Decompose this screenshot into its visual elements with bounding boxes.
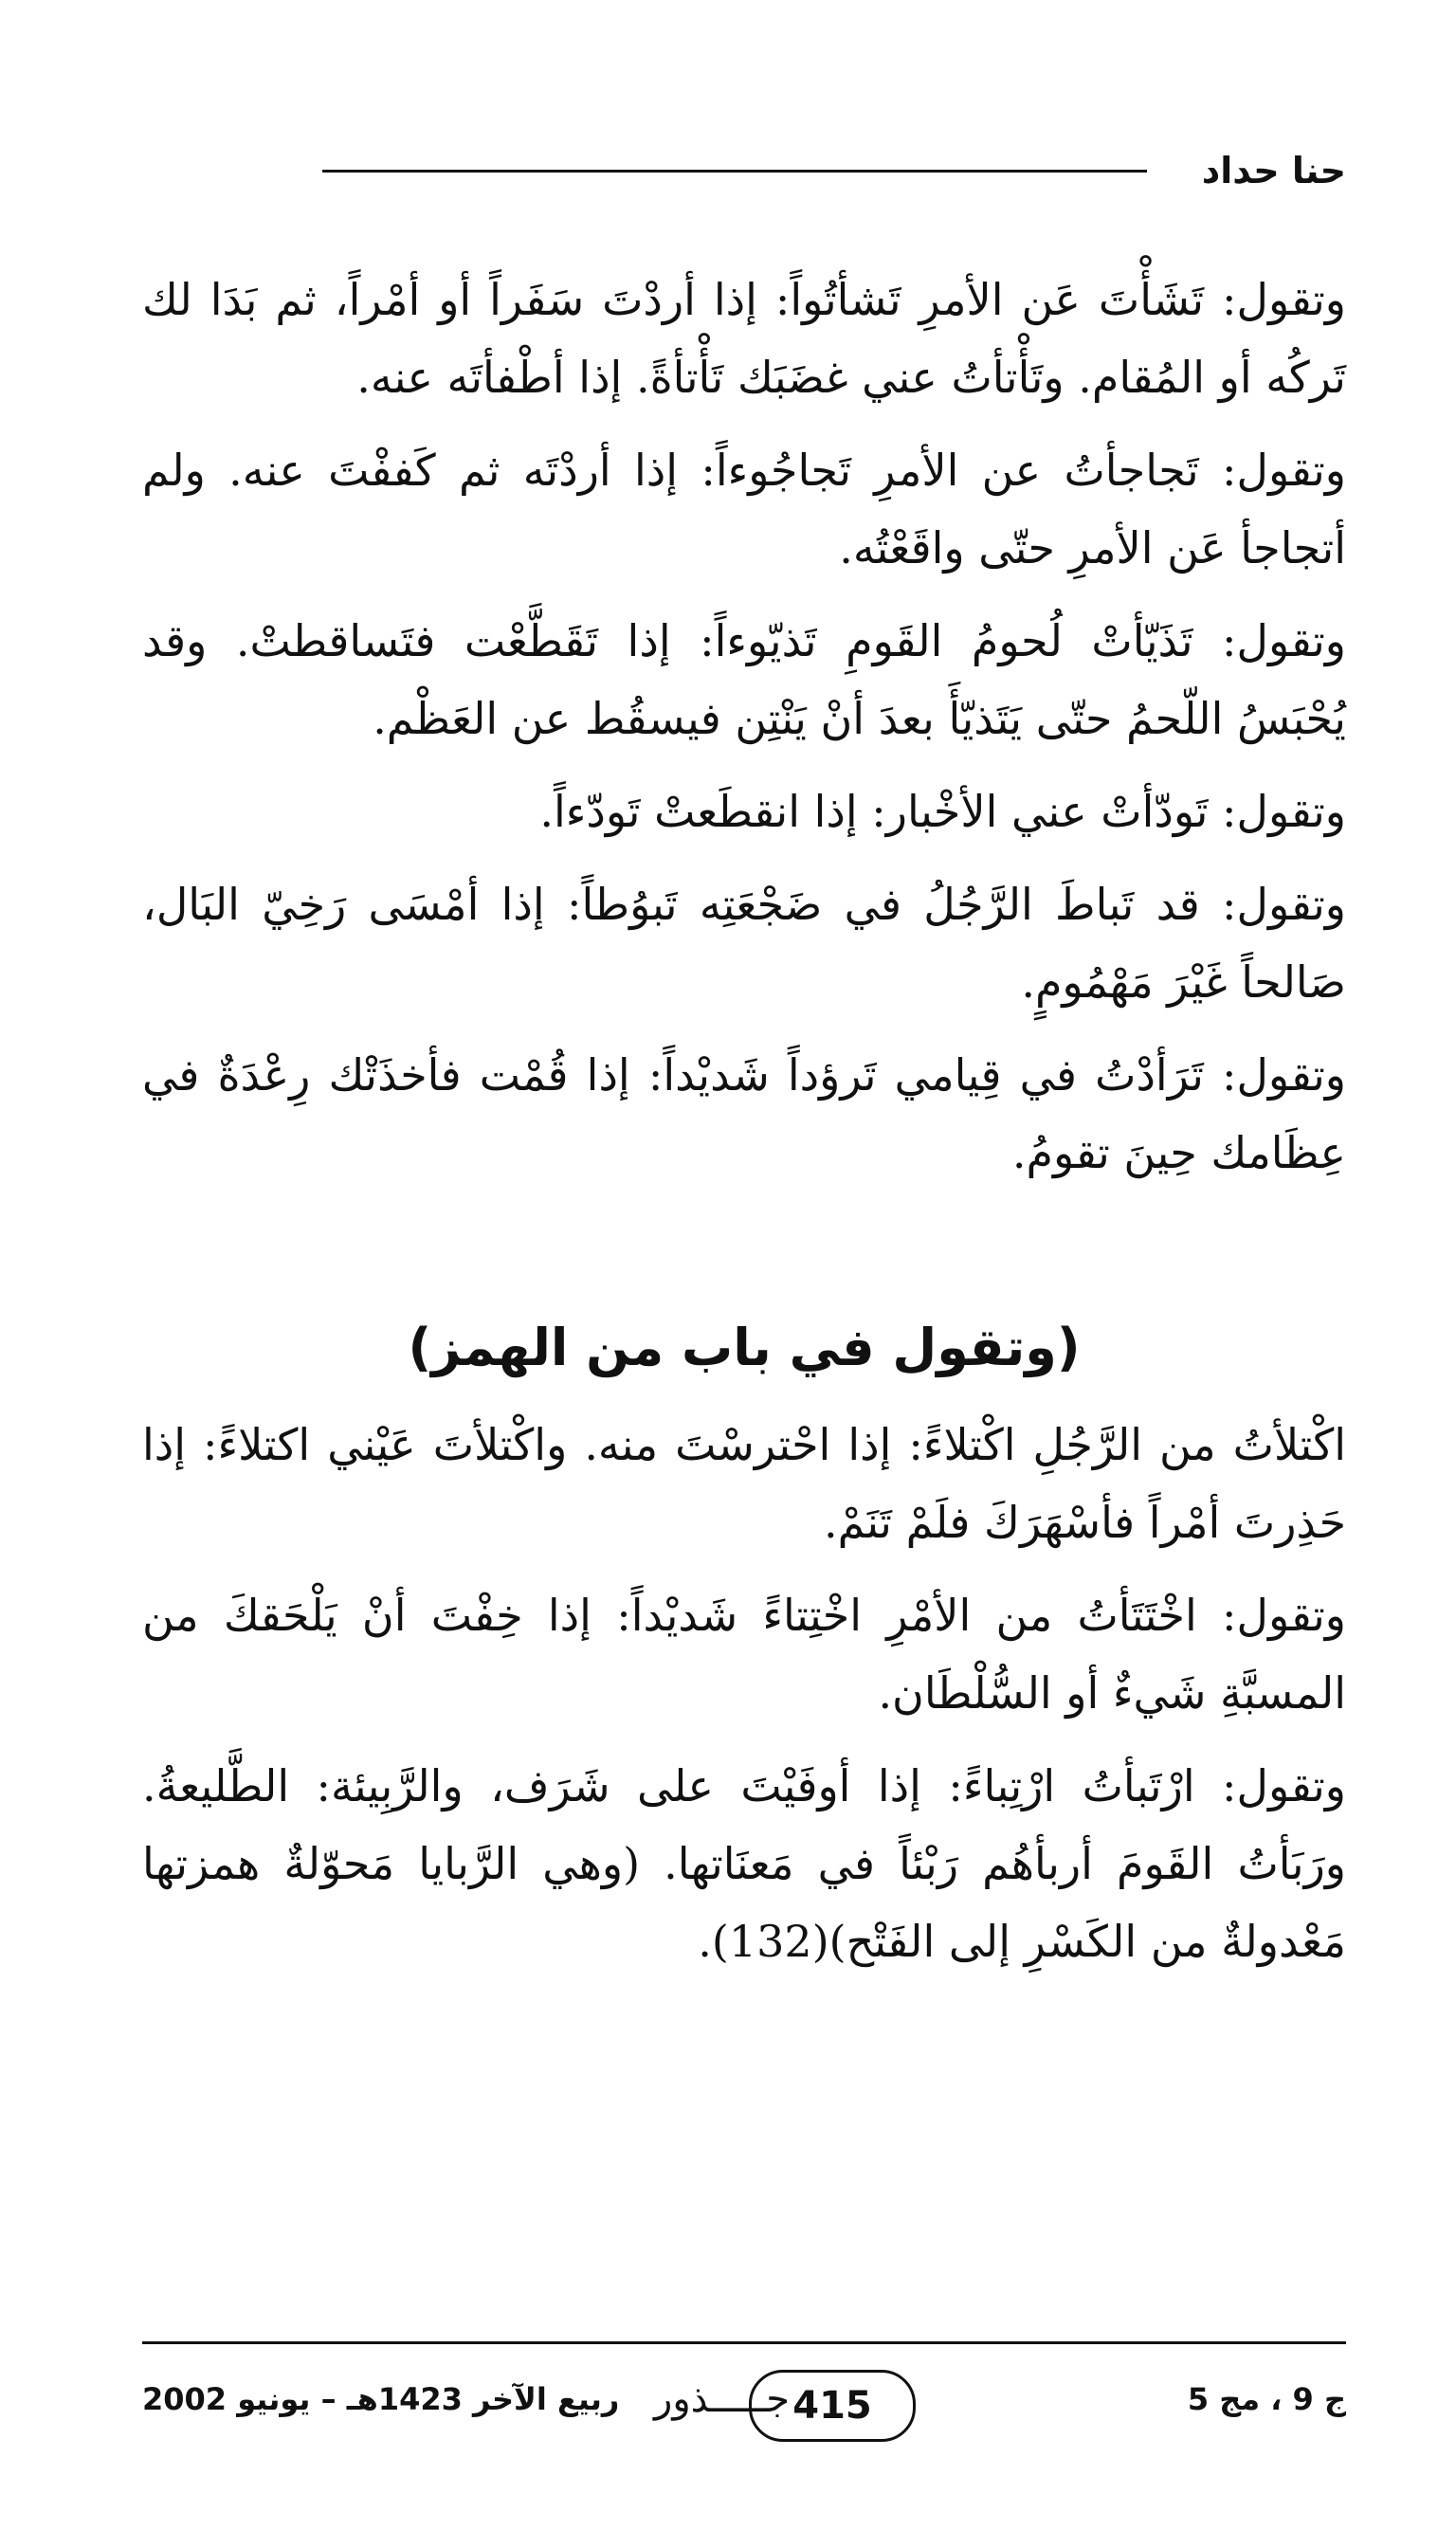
paragraph: وتقول: تَرَأدْتُ في قِيامي تَرؤداً شَديْداً: إذا قُمْت فأخذَتْك رِعْدَةٌ في عِظَامك حِينَ تقومُ. — [142, 1049, 1346, 1178]
paragraph: وتقول: تَودّأتْ عني الأخْبار: إذا انقطَعتْ تَودّءاً. — [539, 786, 1346, 837]
page-number-text: 415 — [792, 2384, 872, 2428]
issue-date: ربيع الآخر 1423هـ – يونيو 2002 — [142, 2381, 620, 2417]
paragraph: وتقول: تَشَأْتَ عَن الأمرِ تَشأتُواً: إذا أردْتَ سَفَراً أو أمْراً، ثم بَدَا لك تَركُه أو المُقام. وتَأْتأتُ عني غضَبَك تَأْتأةً. إذا أطْفأتَه عنه. — [142, 274, 1346, 403]
paragraph: اكْتلأتُ من الرَّجُلِ اكْتلاءً: إذا احْترسْتَ منه. واكْتلأتَ عَيْني اكتلاءً: إذا حَذِرتَ أمْراً فأسْهَرَكَ فلَمْ تَنَمْ. — [142, 1419, 1346, 1548]
paragraph: وتقول: ارْتَبأتُ ارْتِباءً: إذا أوفَيْتَ على شَرَف، والرَّبِيئة: الطَّليعةُ. ورَبَأتُ القَومَ أربأهُم رَبْئاً في مَعنَاتها. (وهي الرَّبايا مَحوّلةٌ همزتها مَعْدولةٌ من الكَسْرِ إلى الفَتْح)(132). — [142, 1760, 1346, 1967]
issue-volume: ج 9 ، مج 5 — [1187, 2381, 1346, 2417]
journal-name: جـــــذور — [654, 2377, 790, 2421]
header-rule — [322, 170, 1147, 173]
section-title: (وتقول في باب من الهمز) — [408, 1318, 1081, 1377]
page-body — [142, 261, 1346, 1995]
paragraph: وتقول: تَجاجأتُ عن الأمرِ تَجاجُوءاً: إذا أردْتَه ثم كَففْتَ عنه. ولم أتجاجأ عَن الأمرِ حتّى واقَعْتُه. — [142, 445, 1346, 573]
page-header — [142, 142, 1346, 199]
footer-rule — [142, 2341, 1346, 2344]
page-footer — [142, 2341, 1346, 2446]
paragraph: وتقول: اخْتَتَأتُ من الأمْرِ اخْتِتاءً شَديْداً: إذا خِفْتَ أنْ يَلْحَقكَ من المسبَّةِ شَيءٌ أو السُّلْطَان. — [142, 1590, 1346, 1719]
author-name: حنا حداد — [1201, 150, 1346, 191]
paragraph: وتقول: تَذَيّأتْ لُحومُ القَومِ تَذيّوءاً: إذا تَقَطَّعْت فتَساقطتْ. وقد يُحْبَسُ اللّحمُ حتّى يَتَذيّأَ بعدَ أنْ يَنْتِن فيسقُط عن العَظْم. — [142, 615, 1346, 744]
paragraph: وتقول: قد تَباطَ الرَّجُلُ في ضَجْعَتِه تَبوُطاً: إذا أمْسَى رَخِيّ البَال، صَالحاً غَيْرَ مَهْمُومٍ. — [142, 879, 1346, 1008]
